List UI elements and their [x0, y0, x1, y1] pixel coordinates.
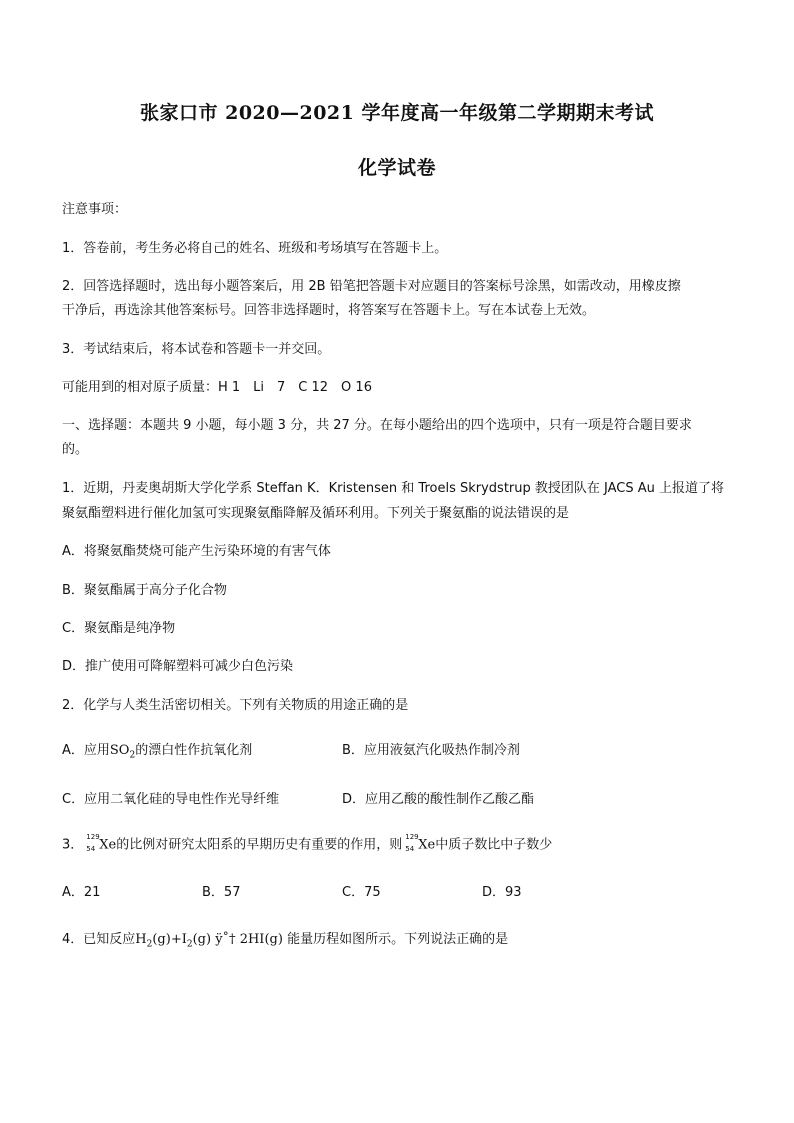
so2-subscript: 2 — [129, 750, 136, 761]
h2-subscript: 2 — [146, 939, 153, 950]
exam-subtitle: 化学试卷 — [357, 157, 436, 179]
mass-number: 129 — [86, 833, 100, 841]
equilibrium-arrow: ÿ˚† — [215, 932, 236, 947]
question-3-option-b: B．57 — [202, 885, 241, 900]
question-2-stem: 2．化学与人类生活密切相关。下列有关物质的用途正确的是 — [62, 698, 409, 713]
reaction-equation — [135, 932, 283, 950]
exam-title: 张家口市 2020—2021 学年度高一年级第二学期期末考试 — [140, 102, 654, 124]
question-4-stem — [62, 931, 508, 954]
note-item-2-line-2: 干净后，再选涂其他答案标号。回答非选择题时，将答案写在答题卡上。写在本试卷上无效。 — [62, 303, 596, 318]
h2-symbol: H — [135, 932, 147, 947]
xe-symbol: Xe — [418, 837, 436, 853]
i2-subscript: 2 — [186, 939, 193, 950]
so2-formula — [109, 743, 136, 761]
question-1-option-d: D．推广使用可降解塑料可减少白色污染 — [62, 659, 294, 674]
question-1-option-a: A．将聚氨酯焚烧可能产生污染环境的有害气体 — [62, 544, 331, 559]
xe-symbol: Xe — [99, 837, 117, 853]
question-3-stem — [62, 833, 553, 855]
question-2-option-b: B．应用液氨汽化吸热作制冷剂 — [342, 743, 520, 758]
xe-nuclide-2 — [402, 833, 419, 854]
section-1-line-2: 的。 — [62, 442, 89, 457]
note-item-2-line-1: 2．回答选择题时，选出每小题答案后，用 2B 铅笔把答题卡对应题目的答案标号涂黑，如需改动，用橡皮擦 — [62, 279, 681, 294]
question-1-line-2: 聚氨酯塑料进行催化加氢可实现聚氨酯降解及循环利用。下列关于聚氨酯的说法错误的是 — [62, 506, 570, 521]
question-3-stem-mid: 的比例对研究太阳系的早期历史有重要的作用，则 — [116, 837, 403, 853]
atomic-number: 54 — [86, 845, 96, 853]
reactant-end: (g) — [192, 932, 212, 947]
question-4-suffix: 能量历程如图所示。下列说法正确的是 — [287, 932, 509, 947]
question-4-prefix: 4．已知反应 — [62, 932, 136, 947]
notes-heading: 注意事项： — [62, 202, 128, 217]
question-1-option-c: C．聚氨酯是纯净物 — [62, 621, 176, 636]
reaction-product: 2HI(g) — [239, 932, 283, 947]
question-3-stem-end: 中质子数比中子数少 — [435, 837, 553, 853]
question-3-option-c: C．75 — [342, 885, 381, 900]
atomic-masses: 可能用到的相对原子质量：H 1 Li 7 C 12 O 16 — [62, 380, 372, 395]
question-2-option-a-suffix: 的漂白性作抗氧化剂 — [135, 743, 253, 758]
note-item-3: 3．考试结束后，将本试卷和答题卡一并交回。 — [62, 342, 331, 357]
question-3-option-d: D．93 — [482, 885, 522, 900]
question-2-option-c: C．应用二氧化硅的导电性作光导纤维 — [62, 792, 280, 807]
xe-nuclide-1 — [83, 833, 100, 854]
question-1-line-1: 1．近期，丹麦奥胡斯大学化学系 Steffan K．Kristensen 和 Troels Skrydstrup 教授团队在 JACS Au 上报道了将 — [62, 481, 725, 496]
question-3-option-a: A．21 — [62, 885, 101, 900]
atomic-number: 54 — [405, 845, 415, 853]
question-2-option-d: D．应用乙酸的酸性制作乙酸乙酯 — [342, 792, 535, 807]
question-3-number: 3． — [62, 837, 84, 853]
mass-number: 129 — [405, 833, 419, 841]
question-1-option-b: B．聚氨酯属于高分子化合物 — [62, 583, 227, 598]
question-2-option-a-prefix: A．应用 — [62, 743, 110, 758]
question-2-option-a — [62, 742, 252, 765]
section-1-line-1: 一、选择题：本题共 9 小题，每小题 3 分，共 27 分。在每小题给出的四个选项中，只有一项是符合题目要求 — [62, 418, 692, 433]
so2-symbol: SO — [109, 743, 130, 758]
note-item-1: 1．答卷前，考生务必将自己的姓名、班级和考场填写在答题卡上。 — [62, 241, 448, 256]
reactant-mid: (g)+I — [152, 932, 187, 947]
